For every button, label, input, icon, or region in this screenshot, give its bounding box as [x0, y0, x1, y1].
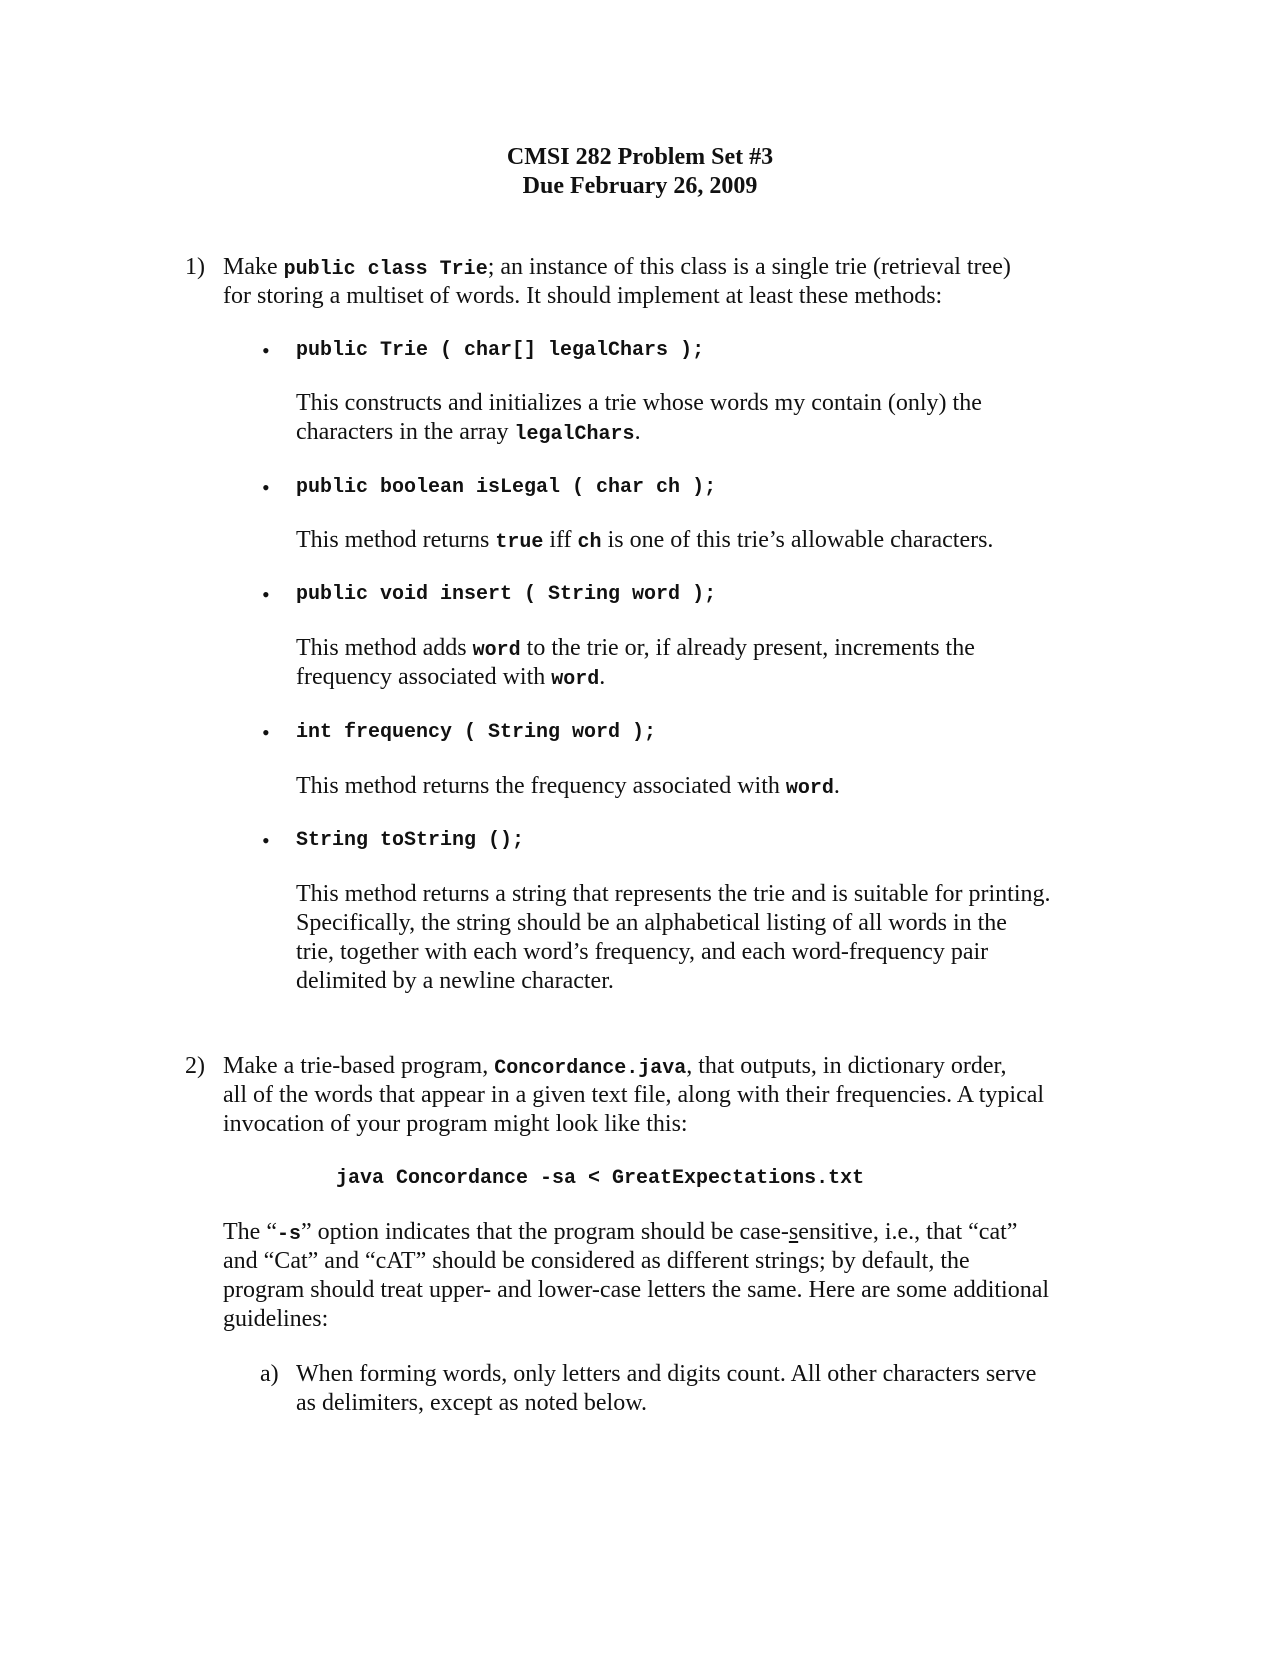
option-desc-line-2: and “Cat” and “cAT” should be considered as different strings; by default, the	[223, 1248, 970, 1274]
method-signature-insert: public void insert ( String word );	[296, 583, 717, 606]
method-constructor-desc-line-1: This constructs and initializes a trie whose words my contain (only) the	[296, 390, 982, 416]
guideline-a-label: a)	[260, 1361, 279, 1387]
code-class-name: public class Trie	[283, 258, 488, 281]
method-insert-desc-line-2: frequency associated with word.	[296, 664, 606, 691]
guideline-a-line-2: as delimiters, except as noted below.	[296, 1390, 647, 1416]
method-signature-constructor: public Trie ( char[] legalChars );	[296, 339, 705, 362]
bullet-icon: •	[262, 828, 270, 853]
command-example: java Concordance -sa < GreatExpectations.txt	[336, 1167, 865, 1190]
bullet-icon: •	[262, 338, 270, 363]
method-insert-desc-line-1: This method adds word to the trie or, if already present, increments the	[296, 635, 975, 662]
bullet-icon: •	[262, 720, 270, 745]
method-signature-frequency: int frequency ( String word );	[296, 721, 657, 744]
problem-2-intro-line-2: all of the words that appear in a given text file, along with their frequencies. A typical	[223, 1082, 1045, 1108]
method-constructor-desc-line-2: characters in the array legalChars.	[296, 419, 641, 446]
problem-1-intro-line-2: for storing a multiset of words. It should implement at least these methods:	[223, 283, 943, 309]
bullet-icon: •	[262, 582, 270, 607]
problem-1-intro-line-1: Make public class Trie; an instance of this class is a single trie (retrieval tree)	[223, 254, 1011, 281]
problem-1-number: 1)	[185, 254, 205, 280]
problem-2-intro-line-3: invocation of your program might look like this:	[223, 1111, 688, 1137]
method-frequency-desc: This method returns the frequency associated with word.	[296, 773, 840, 800]
method-signature-islegal: public boolean isLegal ( char ch );	[296, 476, 717, 499]
problem-2-intro-line-1: Make a trie-based program, Concordance.java, that outputs, in dictionary order,	[223, 1053, 1007, 1080]
problem-2-number: 2)	[185, 1053, 205, 1079]
method-signature-tostring: String toString ();	[296, 829, 525, 852]
option-desc-line-4: guidelines:	[223, 1306, 329, 1332]
option-desc-line-3: program should treat upper- and lower-case letters the same. Here are some additional	[223, 1277, 1050, 1303]
option-desc-line-1: The “-s” option indicates that the program should be case-sensitive, i.e., that “cat”	[223, 1219, 1018, 1246]
bullet-icon: •	[262, 475, 270, 500]
method-islegal-desc: This method returns true iff ch is one of this trie’s allowable characters.	[296, 527, 994, 554]
method-tostring-desc-line-2: Specifically, the string should be an alphabetical listing of all words in the	[296, 910, 1007, 936]
method-tostring-desc-line-4: delimited by a newline character.	[296, 968, 614, 994]
code-program-name: Concordance.java	[494, 1057, 687, 1080]
method-tostring-desc-line-3: trie, together with each word’s frequency, and each word-frequency pair	[296, 939, 989, 965]
method-tostring-desc-line-1: This method returns a string that represents the trie and is suitable for printing.	[296, 881, 1051, 907]
due-date: Due February 26, 2009	[522, 173, 758, 199]
document-title: CMSI 282 Problem Set #3	[506, 144, 774, 170]
guideline-a-line-1: When forming words, only letters and digits count. All other characters serve	[296, 1361, 1037, 1387]
